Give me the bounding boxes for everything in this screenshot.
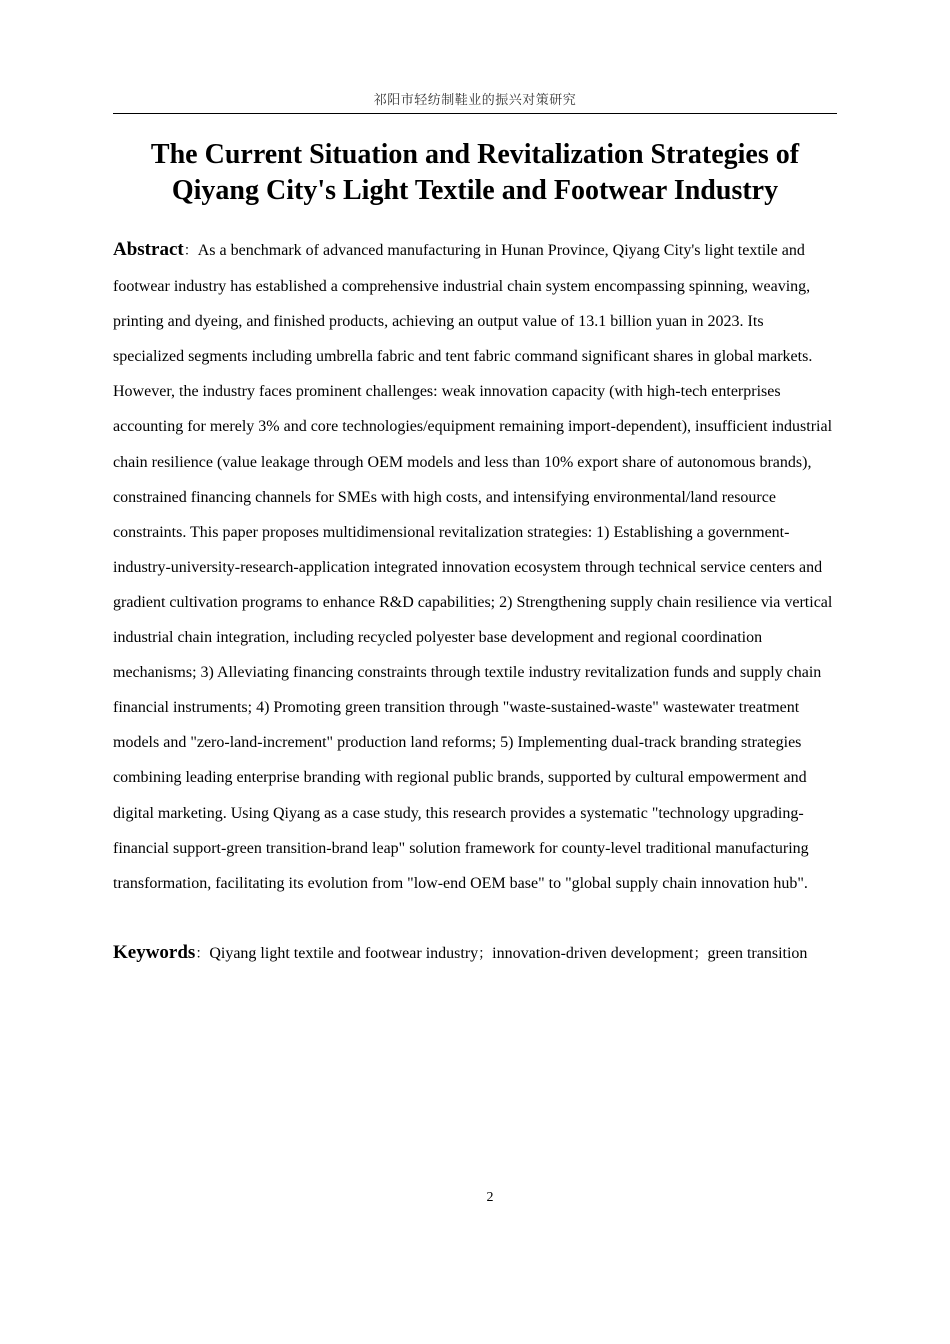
paper-title — [113, 137, 837, 209]
running-header: 祁阳市轻纺制鞋业的振兴对策研究 — [373, 93, 577, 108]
keywords-line — [113, 935, 853, 972]
abstract-text: As a benchmark of advanced manufacturing in Hunan Province, Qiyang City's light textile and footwear industry has established a comprehensive industrial chain system encompassing spinning, weaving, printing and dyeing, and finished products, achieving an output value of 13.1 billion yuan in 2023. Its specialized segments including umbrella fabric and tent fabric command significant shares in global markets. However, the industry faces prominent challenges: weak innovation capacity (with high-tech enterprises accounting for merely 3% and core technologies/equipment remaining import-dependent), insufficient industrial chain resilience (value leakage through OEM models and less than 10% export share of autonomous brands), constrained financing channels for SMEs with high costs, and intensifying environmental/land resource constraints. This paper proposes multidimensional revitalization strategies: 1) Establishing a government-industry-university-research-application integrated innovation ecosystem through technical service centers and gradient cultivation programs to enhance R&D capabilities; 2) Strengthening supply chain resilience via vertical industrial chain integration, including recycled polyester base development and regional coordination mechanisms; 3) Alleviating financing constraints through textile industry revitalization funds and supply chain financial instruments; 4) Promoting green transition through "waste-sustained-waste" wastewater treatment models and "zero-land-increment" production land reforms; 5) Implementing dual-track branding strategies combining leading enterprise branding with regional public brands, supported by cultural empowerment and digital marketing. Using Qiyang as a case study, this research provides a systematic "technology upgrading-financial support-green transition-brand leap" solution framework for county-level traditional manufacturing transformation, facilitating its evolution from "low-end OEM base" to "global supply chain innovation hub". — [113, 242, 833, 892]
abstract-separator: ： — [183, 243, 198, 259]
abstract-label: Abstract — [113, 239, 184, 260]
paper-title-line-1: The Current Situation and Revitalization Strategies of — [150, 139, 800, 170]
keyword-separator-2: ； — [693, 946, 708, 962]
keywords-label: Keywords — [113, 942, 196, 963]
header-rule — [113, 113, 837, 114]
keyword-item-3: green transition — [707, 945, 808, 962]
keyword-item-2: innovation-driven development — [492, 945, 694, 962]
page-number: 2 — [486, 1190, 494, 1205]
keyword-separator-1: ； — [478, 946, 493, 962]
paper-title-line-2: Qiyang City's Light Textile and Footwear Industry — [171, 175, 779, 206]
keywords-separator: ： — [195, 946, 210, 962]
abstract-paragraph — [113, 232, 837, 901]
keyword-item-1: Qiyang light textile and footwear industry — [209, 945, 479, 962]
